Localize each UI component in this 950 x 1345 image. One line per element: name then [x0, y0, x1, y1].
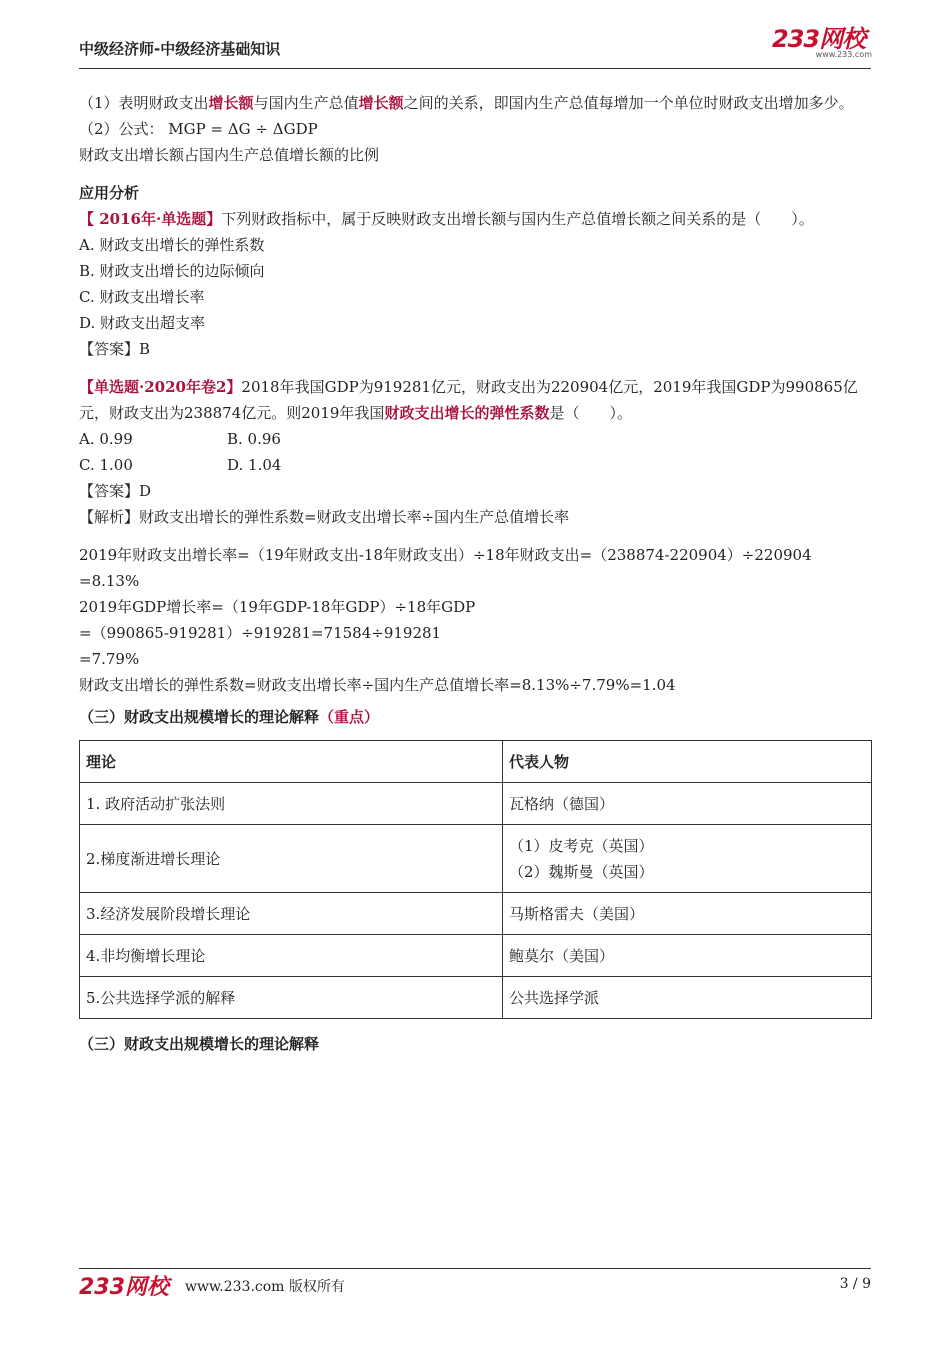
question-2-options-row-1 — [79, 426, 871, 452]
table-row — [80, 935, 872, 977]
question-1-option-d: D. 财政支出超支率 — [79, 314, 206, 332]
calc-line-1: 2019年财政支出增长率=（19年财政支出-18年财政支出）÷18年财政支出=（238874-220904）÷220904 — [79, 546, 812, 564]
question-2-option-d: D. 1.04 — [227, 456, 282, 474]
calc-line-2: =8.13% — [79, 572, 140, 590]
formula-line: （2）公式： MGP = ΔG ÷ ΔGDP — [79, 120, 318, 138]
logo-text: 233网校 — [772, 25, 866, 53]
question-2-option-b: B. 0.96 — [227, 430, 281, 448]
brand-logo[interactable] — [772, 26, 872, 62]
calc-line-5: =7.79% — [79, 650, 140, 668]
calc-line-3: 2019年GDP增长率=（19年GDP-18年GDP）÷18年GDP — [79, 598, 476, 616]
theory-table — [79, 740, 872, 1019]
question-2-analysis: 【解析】财政支出增长的弹性系数=财政支出增长率÷国内生产总值增长率 — [79, 508, 570, 526]
question-1-option-a: A. 财政支出增长的弹性系数 — [79, 236, 265, 254]
question-2-options-row-2 — [79, 452, 871, 478]
person-line-1: （1）皮考克（英国） — [509, 836, 654, 855]
header-title: 中级经济师-中级经济基础知识 — [79, 40, 281, 58]
definition-paragraph: （1）表明财政支出增长额与国内生产总值增长额之间的关系，即国内生产总值每增加一个单位时财政支出增加多少。 — [79, 94, 854, 112]
question-1-option-b: B. 财政支出增长的边际倾向 — [79, 262, 265, 280]
theory-cell: 4.非均衡增长理论 — [80, 935, 503, 977]
person-line-2: （2）魏斯曼（英国） — [509, 862, 654, 881]
person-cell: 公共选择学派 — [503, 977, 872, 1019]
question-2-stem: 【单选题·2020年卷2】2018年我国GDP为919281亿元，财政支出为220904亿元，2019年我国GDP为990865亿元，财政支出为238874亿元。则2019年我国财政支出增长的弹性系数是（ ）。 — [79, 378, 858, 422]
table-row — [80, 783, 872, 825]
page-content — [79, 90, 871, 1057]
ratio-description: 财政支出增长额占国内生产总值增长额的比例 — [79, 146, 380, 164]
calc-line-6: 财政支出增长的弹性系数=财政支出增长率÷国内生产总值增长率=8.13%÷7.79%=1.04 — [79, 676, 676, 694]
question-2-option-c: C. 1.00 — [79, 456, 133, 474]
table-row — [80, 825, 872, 893]
theory-cell: 1. 政府活动扩张法则 — [80, 783, 503, 825]
question-1-stem: 【 2016年·单选题】下列财政指标中，属于反映财政支出增长额与国内生产总值增长额之间关系的是（ ）。 — [79, 210, 814, 228]
theory-cell: 5.公共选择学派的解释 — [80, 977, 503, 1019]
person-cell: 鲍莫尔（美国） — [503, 935, 872, 977]
logo-url: www.233.com — [815, 50, 872, 59]
person-cell: 马斯格雷夫（美国） — [503, 893, 872, 935]
question-2-answer: 【答案】D — [79, 482, 152, 500]
section-3-title-repeat: （三）财政支出规模增长的理论解释 — [79, 1035, 320, 1053]
table-row — [80, 893, 872, 935]
calc-line-4: =（990865-919281）÷919281=71584÷919281 — [79, 624, 442, 642]
table-header-theory: 理论 — [80, 741, 503, 783]
footer-logo[interactable]: 233网校 — [79, 1275, 169, 1300]
question-1-option-c: C. 财政支出增长率 — [79, 288, 205, 306]
table-header-row — [80, 741, 872, 783]
section-heading-application: 应用分析 — [79, 184, 140, 202]
header-divider — [79, 68, 871, 69]
section-3-title: （三）财政支出规模增长的理论解释（重点） — [79, 708, 380, 726]
question-1-answer: 【答案】B — [79, 340, 151, 358]
question-2-option-a: A. 0.99 — [79, 430, 133, 448]
person-cell: 瓦格纳（德国） — [503, 783, 872, 825]
theory-cell: 3.经济发展阶段增长理论 — [80, 893, 503, 935]
table-row — [80, 977, 872, 1019]
page-number: 3 / 9 — [839, 1276, 871, 1292]
footer-site[interactable]: www.233.com 版权所有 — [185, 1279, 345, 1295]
table-header-person: 代表人物 — [503, 741, 872, 783]
person-cell — [503, 825, 872, 893]
footer-divider — [79, 1268, 871, 1269]
theory-cell: 2.梯度渐进增长理论 — [80, 825, 503, 893]
